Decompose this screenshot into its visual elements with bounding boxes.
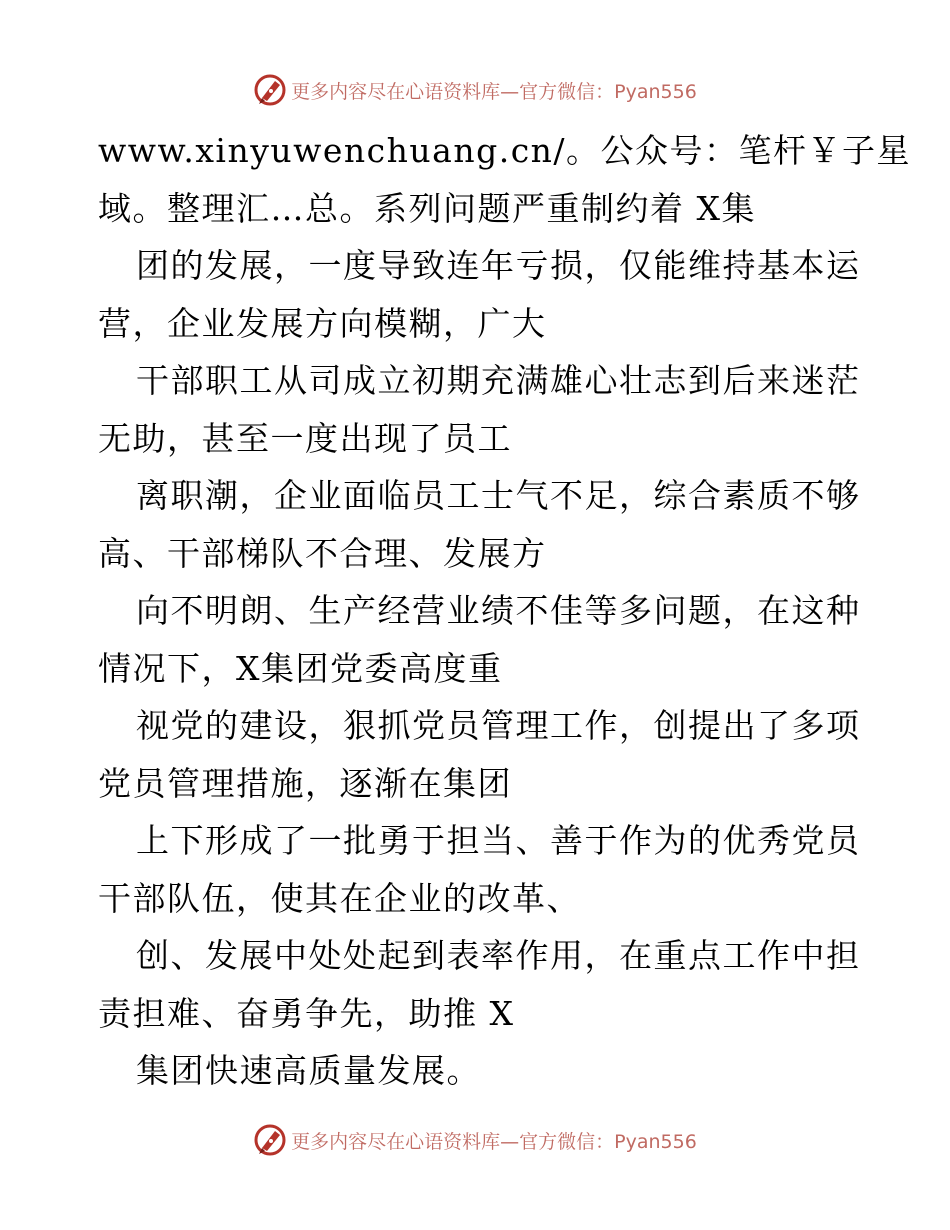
body-line: 情况下，X集团党委高度重 [98,648,503,688]
body-line: 党员管理措施，逐渐在集团 [98,763,512,803]
header-banner [0,70,950,110]
body-line: 上下形成了一批勇于担当、善于作为的优秀党员 [136,821,861,860]
body-line: 责担难、奋勇争先，助推 X [98,993,515,1033]
body-line: 团的发展，一度导致连年亏损，仅能维持基本运 [136,246,861,285]
body-line: 视党的建设，狠抓党员管理工作，创提出了多项 [136,706,861,745]
body-line: www.xinyuwenchuang.cn/。公众号：笔杆￥子星 [98,131,912,170]
body-line: 干部队伍，使其在企业的改革、 [98,878,581,918]
body-line: 高、干部梯队不合理、发展方 [98,533,547,573]
header-banner-text: 更多内容尽在心语资料库—官方微信：Pyan556 [291,80,697,103]
body-line: 干部职工从司成立初期充满雄心壮志到后来迷茫 [136,361,861,400]
body-line: 创、发展中处处起到表率作用，在重点工作中担 [136,936,861,975]
footer-banner [0,1120,950,1160]
pen-nib-logo-icon [253,73,287,107]
document-body [98,122,912,1100]
body-line: 集团快速高质量发展。 [136,1051,481,1090]
body-line: 营，企业发展方向模糊，广大 [98,303,547,343]
body-line: 离职潮，企业面临员工士气不足，综合素质不够 [136,476,861,515]
body-line: 向不明朗、生产经营业绩不佳等多问题，在这种 [136,591,861,630]
body-line: 无助，甚至一度出现了员工 [98,418,512,458]
footer-banner-text: 更多内容尽在心语资料库—官方微信：Pyan556 [291,1130,697,1153]
body-line: 域。整理汇…总。系列问题严重制约着 X集 [98,188,756,228]
pen-nib-logo-icon [253,1123,287,1157]
